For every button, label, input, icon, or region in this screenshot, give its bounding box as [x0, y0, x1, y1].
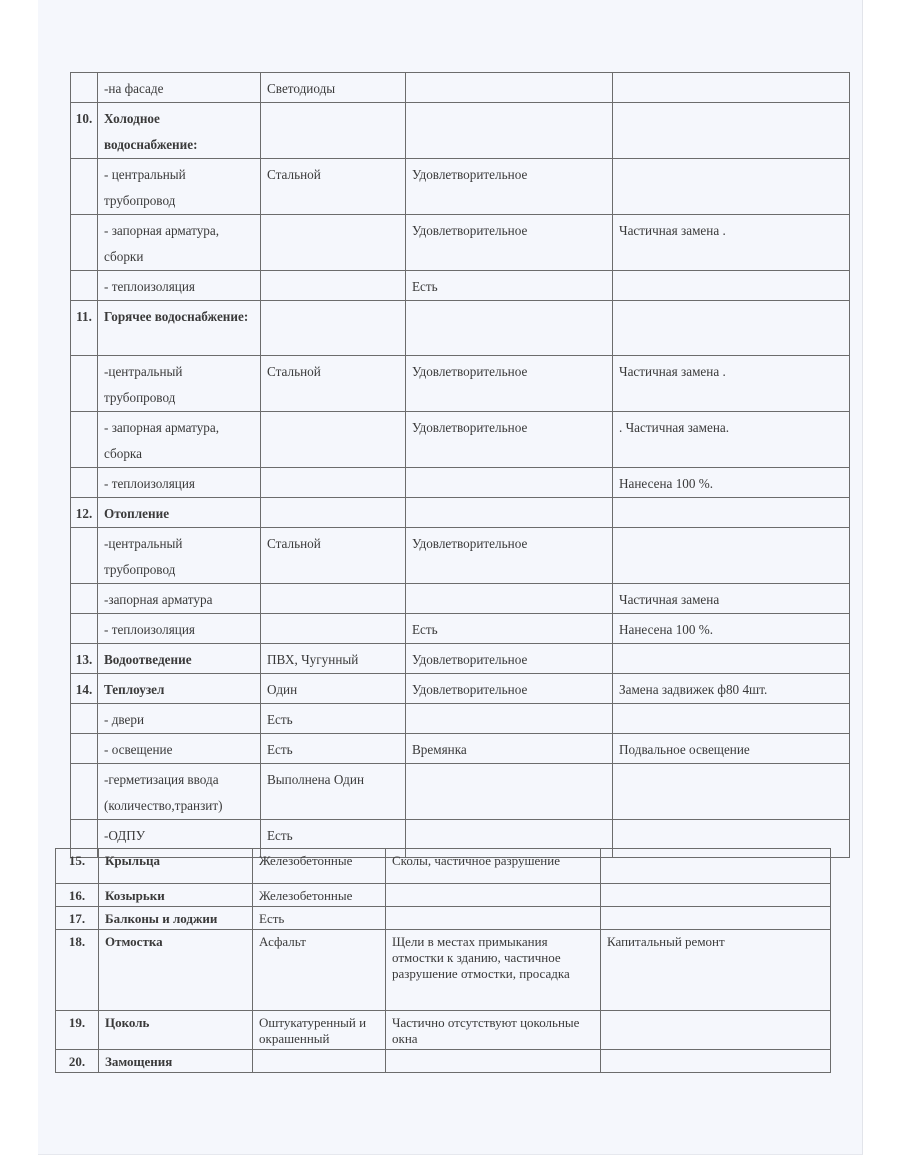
condition-cell: Удовлетворительное — [406, 674, 613, 704]
row-number-cell — [71, 704, 98, 734]
table-row — [71, 468, 850, 498]
material-cell: Есть — [261, 704, 406, 734]
material-cell — [253, 1050, 386, 1073]
row-number-cell — [71, 764, 98, 820]
notes-cell: Подвальное освещение — [613, 734, 850, 764]
row-number-cell — [71, 584, 98, 614]
condition-cell: Есть — [406, 271, 613, 301]
notes-cell — [613, 159, 850, 215]
row-number-cell: 14. — [71, 674, 98, 704]
material-cell — [261, 412, 406, 468]
notes-cell: Нанесена 100 %. — [613, 614, 850, 644]
element-name-cell: Замощения — [99, 1050, 253, 1073]
condition-cell — [406, 584, 613, 614]
element-name-cell: Водоотведение — [98, 644, 261, 674]
condition-cell: Удовлетворительное — [406, 644, 613, 674]
element-name-cell: - запорная арматура, сборка — [98, 412, 261, 468]
condition-cell: Времянка — [406, 734, 613, 764]
element-name-cell: - теплоизоляция — [98, 614, 261, 644]
table-row — [71, 644, 850, 674]
material-cell: Оштукатуренный и окрашенный — [253, 1011, 386, 1050]
notes-cell: Частичная замена . — [613, 215, 850, 271]
element-name-cell: Отмостка — [99, 930, 253, 1011]
condition-cell: Удовлетворительное — [406, 159, 613, 215]
table-row — [71, 704, 850, 734]
table-row — [56, 1011, 831, 1050]
condition-cell — [406, 73, 613, 103]
material-cell — [261, 584, 406, 614]
condition-cell — [386, 907, 601, 930]
element-name-cell: -центральный трубопровод — [98, 528, 261, 584]
table-row — [71, 584, 850, 614]
condition-cell — [406, 468, 613, 498]
element-name-cell: - освещение — [98, 734, 261, 764]
element-name-cell: - центральный трубопровод — [98, 159, 261, 215]
material-cell: Есть — [261, 820, 406, 858]
row-number-cell: 15. — [56, 849, 99, 884]
condition-cell: Удовлетворительное — [406, 528, 613, 584]
table-row — [71, 356, 850, 412]
condition-cell: Удовлетворительное — [406, 215, 613, 271]
element-name-cell: Козырьки — [99, 884, 253, 907]
row-number-cell: 18. — [56, 930, 99, 1011]
row-number-cell: 17. — [56, 907, 99, 930]
notes-cell: Капитальный ремонт — [601, 930, 831, 1011]
row-number-cell — [71, 159, 98, 215]
condition-cell — [386, 884, 601, 907]
material-cell: Светодиоды — [261, 73, 406, 103]
table-row — [56, 907, 831, 930]
table-row — [71, 159, 850, 215]
table-row — [71, 412, 850, 468]
notes-cell — [613, 644, 850, 674]
notes-cell: Частичная замена . — [613, 356, 850, 412]
row-number-cell — [71, 412, 98, 468]
notes-cell — [613, 73, 850, 103]
element-name-cell: Цоколь — [99, 1011, 253, 1050]
row-number-cell: 11. — [71, 301, 98, 356]
element-name-cell: Крыльца — [99, 849, 253, 884]
table-row — [71, 271, 850, 301]
notes-cell: Нанесена 100 %. — [613, 468, 850, 498]
notes-cell — [601, 849, 831, 884]
row-number-cell: 13. — [71, 644, 98, 674]
material-cell: Есть — [253, 907, 386, 930]
row-number-cell — [71, 734, 98, 764]
material-cell — [261, 103, 406, 159]
row-number-cell — [71, 215, 98, 271]
notes-cell: . Частичная замена. — [613, 412, 850, 468]
row-number-cell — [71, 271, 98, 301]
row-number-cell — [71, 73, 98, 103]
element-name-cell: - двери — [98, 704, 261, 734]
table-row — [71, 301, 850, 356]
condition-cell: Сколы, частичное разрушение — [386, 849, 601, 884]
condition-cell — [406, 301, 613, 356]
element-name-cell: Балконы и лоджии — [99, 907, 253, 930]
notes-cell — [613, 271, 850, 301]
material-cell: Один — [261, 674, 406, 704]
material-cell — [261, 301, 406, 356]
row-number-cell — [71, 614, 98, 644]
notes-cell — [613, 764, 850, 820]
notes-cell — [601, 884, 831, 907]
table-row — [71, 674, 850, 704]
element-name-cell: Холодное водоснабжение: — [98, 103, 261, 159]
material-cell: Железобетонные — [253, 849, 386, 884]
notes-cell — [601, 1050, 831, 1073]
row-number-cell: 12. — [71, 498, 98, 528]
material-cell: Есть — [261, 734, 406, 764]
material-cell — [261, 614, 406, 644]
material-cell — [261, 468, 406, 498]
table-row — [71, 764, 850, 820]
material-cell — [261, 271, 406, 301]
row-number-cell: 19. — [56, 1011, 99, 1050]
condition-cell — [406, 498, 613, 528]
element-name-cell: -на фасаде — [98, 73, 261, 103]
notes-cell: Частичная замена — [613, 584, 850, 614]
element-name-cell: - теплоизоляция — [98, 271, 261, 301]
element-name-cell: -герметизация ввода (количество,транзит) — [98, 764, 261, 820]
notes-cell — [601, 907, 831, 930]
table-row — [71, 498, 850, 528]
condition-cell: Щели в местах примыкания отмостки к зданию, частичное разрушение отмостки, просадка — [386, 930, 601, 1011]
condition-cell — [406, 103, 613, 159]
table-row — [71, 73, 850, 103]
condition-cell — [406, 704, 613, 734]
row-number-cell: 16. — [56, 884, 99, 907]
notes-cell — [613, 528, 850, 584]
row-number-cell — [71, 356, 98, 412]
material-cell: Стальной — [261, 356, 406, 412]
condition-cell: Удовлетворительное — [406, 356, 613, 412]
row-number-cell: 10. — [71, 103, 98, 159]
element-name-cell: -центральный трубопровод — [98, 356, 261, 412]
row-number-cell — [71, 468, 98, 498]
material-cell — [261, 215, 406, 271]
row-number-cell: 20. — [56, 1050, 99, 1073]
table-row — [71, 215, 850, 271]
element-name-cell: -ОДПУ — [98, 820, 261, 858]
building-exterior-table — [55, 848, 831, 1073]
row-number-cell — [71, 528, 98, 584]
table-row — [71, 528, 850, 584]
table-row — [71, 103, 850, 159]
element-name-cell: Горячее водоснабжение: — [98, 301, 261, 356]
building-systems-table — [70, 72, 850, 858]
material-cell: Стальной — [261, 528, 406, 584]
notes-cell — [601, 1011, 831, 1050]
notes-cell: Замена задвижек ф80 4шт. — [613, 674, 850, 704]
notes-cell — [613, 704, 850, 734]
material-cell: Стальной — [261, 159, 406, 215]
condition-cell — [406, 764, 613, 820]
material-cell: ПВХ, Чугунный — [261, 644, 406, 674]
table-row — [56, 930, 831, 1011]
condition-cell — [386, 1050, 601, 1073]
material-cell: Асфальт — [253, 930, 386, 1011]
table-row — [56, 1050, 831, 1073]
notes-cell — [613, 498, 850, 528]
element-name-cell: - запорная арматура, сборки — [98, 215, 261, 271]
table-row — [56, 849, 831, 884]
table-row — [56, 884, 831, 907]
table-row — [71, 614, 850, 644]
condition-cell: Есть — [406, 614, 613, 644]
notes-cell — [613, 103, 850, 159]
element-name-cell: -запорная арматура — [98, 584, 261, 614]
element-name-cell: Отопление — [98, 498, 261, 528]
material-cell: Выполнена Один — [261, 764, 406, 820]
condition-cell: Частично отсутствуют цокольные окна — [386, 1011, 601, 1050]
condition-cell: Удовлетворительное — [406, 412, 613, 468]
element-name-cell: - теплоизоляция — [98, 468, 261, 498]
material-cell — [261, 498, 406, 528]
notes-cell — [613, 301, 850, 356]
element-name-cell: Теплоузел — [98, 674, 261, 704]
table-row — [71, 734, 850, 764]
material-cell: Железобетонные — [253, 884, 386, 907]
